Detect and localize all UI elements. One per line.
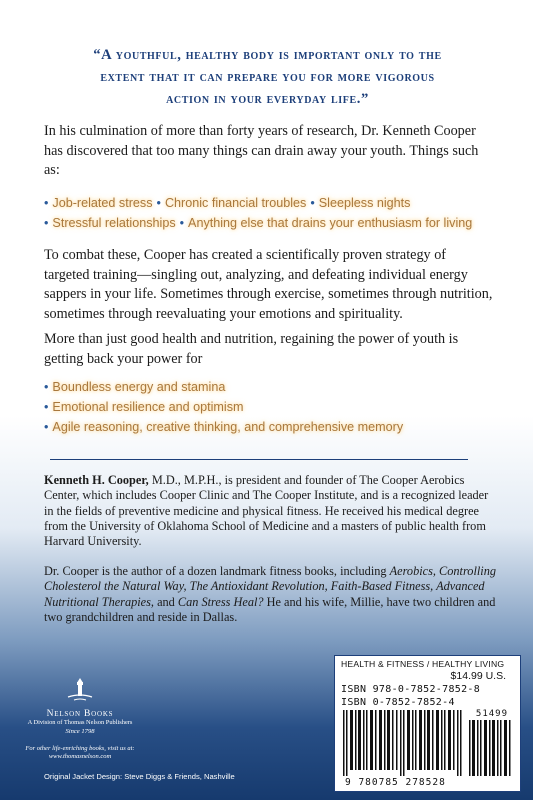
intro-paragraph: In his culmination of more than forty years of research, Dr. Kenneth Cooper has discovered that too many things can drain away your youth. Things such as: <box>44 123 479 178</box>
category-label: HEALTH & FITNESS / HEALTHY LIVING <box>341 659 505 669</box>
bullet-icon: • <box>44 380 49 394</box>
section-divider <box>50 459 468 460</box>
ean13-label: 9 780785 278528 <box>345 777 446 788</box>
book-title: Can Stress Heal? <box>177 594 264 609</box>
publisher-block <box>20 676 140 736</box>
barcode-box <box>334 655 521 792</box>
bullet-icon: • <box>44 400 49 414</box>
book-title: Aerobics, <box>389 564 436 578</box>
books-text: He and his wife, Millie, have two children and two grandchildren and reside in Dallas. <box>44 594 496 624</box>
list-item <box>44 397 504 417</box>
strategy-paragraph: To combat these, Cooper has created a scientifically proven strategy of targeted training—singling out, analyzing, and defeating individual energy sappers in your life. Sometimes through exercise, sometimes through nutrition, sometimes through reevaluating your emotions and spirituality. <box>44 247 493 322</box>
quote-line-2: extent that it can prepare you for more vigorous <box>100 69 435 85</box>
publisher-website-note <box>20 745 140 761</box>
benefits-list <box>44 377 504 437</box>
drains-row-2 <box>44 213 514 233</box>
drain-item: Chronic financial troubles <box>164 196 307 210</box>
list-item <box>44 417 504 437</box>
bullet-icon: • <box>44 420 49 434</box>
drain-item: Sleepless nights <box>318 196 411 210</box>
bullet-icon: • <box>44 196 49 210</box>
benefit-text: Emotional resilience and optimism <box>52 400 244 414</box>
benefit-text: Boundless energy and stamina <box>52 380 226 394</box>
isbn13-label: ISBN 978-0-7852-7852-8 <box>341 684 481 695</box>
quote-line-1: “A youthful, healthy body is important only to the <box>93 47 442 63</box>
books-text: and <box>154 594 178 609</box>
publisher-name: Nelson Books <box>46 709 114 719</box>
bullet-icon: • <box>44 216 49 230</box>
power-intro-paragraph: More than just good health and nutrition, regaining the power of youth is getting back your power for <box>44 331 459 367</box>
ean5-label: 51499 <box>475 709 508 719</box>
lighthouse-logo-icon <box>65 676 95 702</box>
bullet-icon: • <box>179 216 185 230</box>
website-note-text: For other life-enriching books, visit us at: <box>25 745 135 752</box>
drain-item: Job-related stress <box>52 196 153 210</box>
drain-item: Anything else that drains your enthusiasm for living <box>188 216 473 230</box>
publisher-since: Since 1798 <box>65 728 95 735</box>
author-books <box>44 564 496 625</box>
author-name: Kenneth H. Cooper, <box>44 473 149 487</box>
bullet-icon: • <box>310 196 315 210</box>
website-url: www.thomasnelson.com <box>48 753 112 760</box>
quote-line-3: action in your everyday life.” <box>166 91 369 107</box>
price-label: $14.99 U.S. <box>450 670 506 682</box>
author-credentials: M.D., M.P.H., is president and founder of The Cooper Aerobics Center, which includes Cooper Clinic and The Cooper Institute, and is a recognized leader in the fields of preventive medicine and physical fitness. He received his medical degree from the University of Oklahoma School of Medicine and a masters of public health from Harvard University. <box>44 473 489 549</box>
jacket-credit: Original Jacket Design: Steve Diggs & Friends, Nashville <box>44 772 235 781</box>
barcode-ean5-icon <box>469 720 511 776</box>
pull-quote <box>40 44 495 110</box>
publisher-division: A Division of Thomas Nelson Publishers <box>27 719 133 726</box>
drains-row-1 <box>44 193 514 213</box>
list-item <box>44 377 504 397</box>
drains-list <box>44 193 514 233</box>
bullet-icon: • <box>156 196 161 210</box>
books-text: Dr. Cooper is the author of a dozen landmark fitness books, including <box>44 564 390 578</box>
isbn10-label: ISBN 0-7852-7852-4 <box>341 697 455 708</box>
drain-item: Stressful relationships <box>52 216 176 230</box>
barcode-ean13-icon <box>343 710 463 776</box>
book-title: Controlling Cholesterol the Natural Way, The Antioxidant Revolution, Faith-Based Fitness, Advanced Nutritional Therapies, <box>44 564 496 609</box>
benefit-text: Agile reasoning, creative thinking, and comprehensive memory <box>52 420 404 434</box>
author-bio <box>44 473 496 549</box>
